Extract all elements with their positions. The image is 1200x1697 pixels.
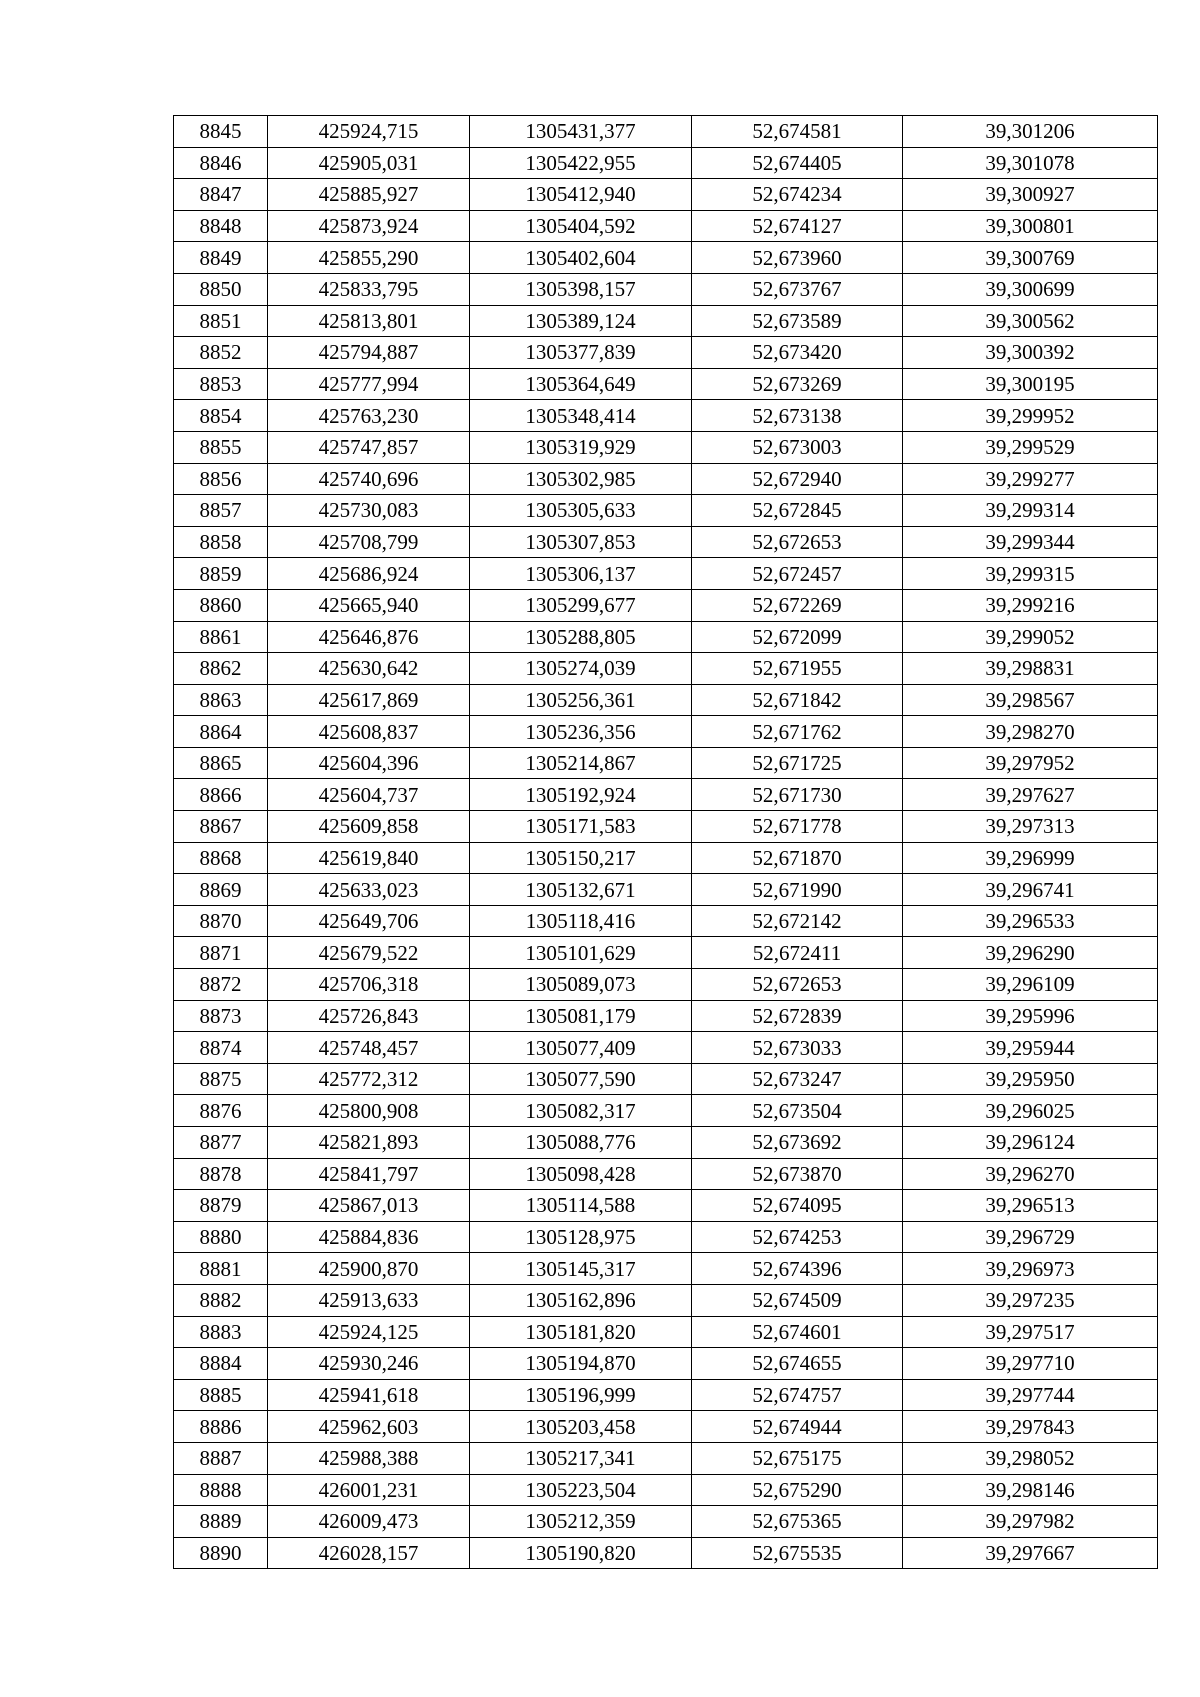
y-coordinate-cell: 1305306,137	[470, 558, 692, 590]
latitude-cell: 52,673960	[692, 242, 903, 274]
table-row	[174, 210, 1158, 242]
latitude-cell: 52,673269	[692, 368, 903, 400]
longitude-cell: 39,298831	[903, 653, 1158, 685]
y-coordinate-cell: 1305364,649	[470, 368, 692, 400]
point-number-cell: 8878	[174, 1158, 268, 1190]
point-number-cell: 8877	[174, 1127, 268, 1159]
point-number-cell: 8846	[174, 147, 268, 179]
y-coordinate-cell: 1305128,975	[470, 1221, 692, 1253]
latitude-cell: 52,671730	[692, 779, 903, 811]
latitude-cell: 52,674396	[692, 1253, 903, 1285]
x-coordinate-cell: 425772,312	[268, 1063, 470, 1095]
table-row	[174, 937, 1158, 969]
longitude-cell: 39,299216	[903, 589, 1158, 621]
point-number-cell: 8884	[174, 1348, 268, 1380]
point-number-cell: 8872	[174, 969, 268, 1001]
y-coordinate-cell: 1305236,356	[470, 716, 692, 748]
latitude-cell: 52,672940	[692, 463, 903, 495]
point-number-cell: 8857	[174, 495, 268, 527]
latitude-cell: 52,675290	[692, 1474, 903, 1506]
point-number-cell: 8855	[174, 431, 268, 463]
latitude-cell: 52,672845	[692, 495, 903, 527]
longitude-cell: 39,295944	[903, 1032, 1158, 1064]
y-coordinate-cell: 1305101,629	[470, 937, 692, 969]
y-coordinate-cell: 1305081,179	[470, 1000, 692, 1032]
latitude-cell: 52,671990	[692, 874, 903, 906]
table-row	[174, 1411, 1158, 1443]
x-coordinate-cell: 425665,940	[268, 589, 470, 621]
point-number-cell: 8859	[174, 558, 268, 590]
x-coordinate-cell: 425930,246	[268, 1348, 470, 1380]
table-row	[174, 431, 1158, 463]
latitude-cell: 52,672099	[692, 621, 903, 653]
table-row	[174, 1537, 1158, 1569]
longitude-cell: 39,297843	[903, 1411, 1158, 1443]
x-coordinate-cell: 425609,858	[268, 811, 470, 843]
longitude-cell: 39,296729	[903, 1221, 1158, 1253]
x-coordinate-cell: 425646,876	[268, 621, 470, 653]
longitude-cell: 39,296741	[903, 874, 1158, 906]
y-coordinate-cell: 1305203,458	[470, 1411, 692, 1443]
longitude-cell: 39,300699	[903, 273, 1158, 305]
table-row	[174, 1095, 1158, 1127]
latitude-cell: 52,671725	[692, 747, 903, 779]
latitude-cell: 52,674655	[692, 1348, 903, 1380]
table-row	[174, 147, 1158, 179]
point-number-cell: 8876	[174, 1095, 268, 1127]
x-coordinate-cell: 425800,908	[268, 1095, 470, 1127]
x-coordinate-cell: 425821,893	[268, 1127, 470, 1159]
latitude-cell: 52,674944	[692, 1411, 903, 1443]
table-row	[174, 653, 1158, 685]
y-coordinate-cell: 1305150,217	[470, 842, 692, 874]
table-row	[174, 116, 1158, 148]
point-number-cell: 8880	[174, 1221, 268, 1253]
point-number-cell: 8852	[174, 337, 268, 369]
x-coordinate-cell: 425924,125	[268, 1316, 470, 1348]
y-coordinate-cell: 1305319,929	[470, 431, 692, 463]
point-number-cell: 8856	[174, 463, 268, 495]
longitude-cell: 39,296270	[903, 1158, 1158, 1190]
y-coordinate-cell: 1305223,504	[470, 1474, 692, 1506]
point-number-cell: 8862	[174, 653, 268, 685]
longitude-cell: 39,300195	[903, 368, 1158, 400]
x-coordinate-cell: 426009,473	[268, 1506, 470, 1538]
x-coordinate-cell: 425867,013	[268, 1190, 470, 1222]
x-coordinate-cell: 425633,023	[268, 874, 470, 906]
table-row	[174, 179, 1158, 211]
latitude-cell: 52,674757	[692, 1379, 903, 1411]
y-coordinate-cell: 1305089,073	[470, 969, 692, 1001]
latitude-cell: 52,672653	[692, 526, 903, 558]
x-coordinate-cell: 425913,633	[268, 1284, 470, 1316]
point-number-cell: 8881	[174, 1253, 268, 1285]
point-number-cell: 8888	[174, 1474, 268, 1506]
table-row	[174, 1442, 1158, 1474]
x-coordinate-cell: 425630,642	[268, 653, 470, 685]
point-number-cell: 8869	[174, 874, 268, 906]
point-number-cell: 8865	[174, 747, 268, 779]
y-coordinate-cell: 1305162,896	[470, 1284, 692, 1316]
y-coordinate-cell: 1305307,853	[470, 526, 692, 558]
table-row	[174, 368, 1158, 400]
latitude-cell: 52,673870	[692, 1158, 903, 1190]
y-coordinate-cell: 1305398,157	[470, 273, 692, 305]
point-number-cell: 8886	[174, 1411, 268, 1443]
longitude-cell: 39,299277	[903, 463, 1158, 495]
x-coordinate-cell: 425726,843	[268, 1000, 470, 1032]
latitude-cell: 52,674601	[692, 1316, 903, 1348]
longitude-cell: 39,297952	[903, 747, 1158, 779]
point-number-cell: 8860	[174, 589, 268, 621]
y-coordinate-cell: 1305082,317	[470, 1095, 692, 1127]
point-number-cell: 8885	[174, 1379, 268, 1411]
latitude-cell: 52,674127	[692, 210, 903, 242]
x-coordinate-cell: 425608,837	[268, 716, 470, 748]
table-row	[174, 1379, 1158, 1411]
y-coordinate-cell: 1305404,592	[470, 210, 692, 242]
table-row	[174, 526, 1158, 558]
table-row	[174, 337, 1158, 369]
latitude-cell: 52,674581	[692, 116, 903, 148]
x-coordinate-cell: 425841,797	[268, 1158, 470, 1190]
y-coordinate-cell: 1305214,867	[470, 747, 692, 779]
longitude-cell: 39,299314	[903, 495, 1158, 527]
longitude-cell: 39,296025	[903, 1095, 1158, 1127]
y-coordinate-cell: 1305274,039	[470, 653, 692, 685]
point-number-cell: 8870	[174, 905, 268, 937]
table-row	[174, 305, 1158, 337]
longitude-cell: 39,297313	[903, 811, 1158, 843]
latitude-cell: 52,672839	[692, 1000, 903, 1032]
x-coordinate-cell: 425833,795	[268, 273, 470, 305]
y-coordinate-cell: 1305181,820	[470, 1316, 692, 1348]
point-number-cell: 8890	[174, 1537, 268, 1569]
longitude-cell: 39,299344	[903, 526, 1158, 558]
table-row	[174, 495, 1158, 527]
latitude-cell: 52,673003	[692, 431, 903, 463]
y-coordinate-cell: 1305412,940	[470, 179, 692, 211]
x-coordinate-cell: 425686,924	[268, 558, 470, 590]
point-number-cell: 8866	[174, 779, 268, 811]
point-number-cell: 8858	[174, 526, 268, 558]
latitude-cell: 52,673033	[692, 1032, 903, 1064]
table-row	[174, 400, 1158, 432]
table-row	[174, 905, 1158, 937]
point-number-cell: 8874	[174, 1032, 268, 1064]
latitude-cell: 52,674509	[692, 1284, 903, 1316]
point-number-cell: 8868	[174, 842, 268, 874]
longitude-cell: 39,297982	[903, 1506, 1158, 1538]
x-coordinate-cell: 425649,706	[268, 905, 470, 937]
latitude-cell: 52,673504	[692, 1095, 903, 1127]
latitude-cell: 52,674405	[692, 147, 903, 179]
latitude-cell: 52,671870	[692, 842, 903, 874]
longitude-cell: 39,296109	[903, 969, 1158, 1001]
table-row	[174, 1000, 1158, 1032]
x-coordinate-cell: 425900,870	[268, 1253, 470, 1285]
point-number-cell: 8871	[174, 937, 268, 969]
longitude-cell: 39,296513	[903, 1190, 1158, 1222]
point-number-cell: 8850	[174, 273, 268, 305]
x-coordinate-cell: 425794,887	[268, 337, 470, 369]
table-row	[174, 716, 1158, 748]
point-number-cell: 8879	[174, 1190, 268, 1222]
table-row	[174, 558, 1158, 590]
table-row	[174, 1348, 1158, 1380]
y-coordinate-cell: 1305192,924	[470, 779, 692, 811]
point-number-cell: 8848	[174, 210, 268, 242]
table-row	[174, 779, 1158, 811]
longitude-cell: 39,300927	[903, 179, 1158, 211]
y-coordinate-cell: 1305196,999	[470, 1379, 692, 1411]
y-coordinate-cell: 1305377,839	[470, 337, 692, 369]
table-row	[174, 969, 1158, 1001]
x-coordinate-cell: 425679,522	[268, 937, 470, 969]
longitude-cell: 39,297744	[903, 1379, 1158, 1411]
y-coordinate-cell: 1305402,604	[470, 242, 692, 274]
longitude-cell: 39,300769	[903, 242, 1158, 274]
latitude-cell: 52,671762	[692, 716, 903, 748]
table-row	[174, 811, 1158, 843]
point-number-cell: 8882	[174, 1284, 268, 1316]
point-number-cell: 8883	[174, 1316, 268, 1348]
table-row	[174, 1127, 1158, 1159]
table-row	[174, 1506, 1158, 1538]
x-coordinate-cell: 425706,318	[268, 969, 470, 1001]
latitude-cell: 52,673420	[692, 337, 903, 369]
point-number-cell: 8849	[174, 242, 268, 274]
longitude-cell: 39,296973	[903, 1253, 1158, 1285]
y-coordinate-cell: 1305288,805	[470, 621, 692, 653]
longitude-cell: 39,297627	[903, 779, 1158, 811]
x-coordinate-cell: 425747,857	[268, 431, 470, 463]
longitude-cell: 39,299952	[903, 400, 1158, 432]
x-coordinate-cell: 425941,618	[268, 1379, 470, 1411]
latitude-cell: 52,672411	[692, 937, 903, 969]
point-number-cell: 8864	[174, 716, 268, 748]
longitude-cell: 39,301078	[903, 147, 1158, 179]
longitude-cell: 39,296999	[903, 842, 1158, 874]
latitude-cell: 52,672457	[692, 558, 903, 590]
latitude-cell: 52,672142	[692, 905, 903, 937]
y-coordinate-cell: 1305302,985	[470, 463, 692, 495]
longitude-cell: 39,300801	[903, 210, 1158, 242]
point-number-cell: 8863	[174, 684, 268, 716]
longitude-cell: 39,298270	[903, 716, 1158, 748]
longitude-cell: 39,297710	[903, 1348, 1158, 1380]
y-coordinate-cell: 1305422,955	[470, 147, 692, 179]
y-coordinate-cell: 1305194,870	[470, 1348, 692, 1380]
x-coordinate-cell: 425748,457	[268, 1032, 470, 1064]
y-coordinate-cell: 1305389,124	[470, 305, 692, 337]
y-coordinate-cell: 1305118,416	[470, 905, 692, 937]
x-coordinate-cell: 425619,840	[268, 842, 470, 874]
longitude-cell: 39,295950	[903, 1063, 1158, 1095]
table-row	[174, 1158, 1158, 1190]
y-coordinate-cell: 1305256,361	[470, 684, 692, 716]
x-coordinate-cell: 426001,231	[268, 1474, 470, 1506]
y-coordinate-cell: 1305217,341	[470, 1442, 692, 1474]
coordinates-table-body	[174, 116, 1158, 1569]
table-row	[174, 1284, 1158, 1316]
x-coordinate-cell: 425905,031	[268, 147, 470, 179]
y-coordinate-cell: 1305348,414	[470, 400, 692, 432]
y-coordinate-cell: 1305077,590	[470, 1063, 692, 1095]
longitude-cell: 39,298567	[903, 684, 1158, 716]
latitude-cell: 52,674253	[692, 1221, 903, 1253]
latitude-cell: 52,671778	[692, 811, 903, 843]
longitude-cell: 39,296124	[903, 1127, 1158, 1159]
latitude-cell: 52,673767	[692, 273, 903, 305]
x-coordinate-cell: 425604,396	[268, 747, 470, 779]
x-coordinate-cell: 425885,927	[268, 179, 470, 211]
latitude-cell: 52,671842	[692, 684, 903, 716]
y-coordinate-cell: 1305190,820	[470, 1537, 692, 1569]
point-number-cell: 8889	[174, 1506, 268, 1538]
latitude-cell: 52,674234	[692, 179, 903, 211]
table-row	[174, 1032, 1158, 1064]
longitude-cell: 39,299052	[903, 621, 1158, 653]
y-coordinate-cell: 1305077,409	[470, 1032, 692, 1064]
point-number-cell: 8873	[174, 1000, 268, 1032]
latitude-cell: 52,671955	[692, 653, 903, 685]
table-row	[174, 621, 1158, 653]
table-row	[174, 1190, 1158, 1222]
table-row	[174, 242, 1158, 274]
latitude-cell: 52,674095	[692, 1190, 903, 1222]
longitude-cell: 39,297517	[903, 1316, 1158, 1348]
longitude-cell: 39,298146	[903, 1474, 1158, 1506]
point-number-cell: 8875	[174, 1063, 268, 1095]
y-coordinate-cell: 1305098,428	[470, 1158, 692, 1190]
longitude-cell: 39,297235	[903, 1284, 1158, 1316]
longitude-cell: 39,296290	[903, 937, 1158, 969]
point-number-cell: 8851	[174, 305, 268, 337]
table-row	[174, 1221, 1158, 1253]
latitude-cell: 52,675175	[692, 1442, 903, 1474]
x-coordinate-cell: 425962,603	[268, 1411, 470, 1443]
x-coordinate-cell: 425884,836	[268, 1221, 470, 1253]
table-row	[174, 273, 1158, 305]
longitude-cell: 39,299529	[903, 431, 1158, 463]
y-coordinate-cell: 1305212,359	[470, 1506, 692, 1538]
table-row	[174, 1063, 1158, 1095]
latitude-cell: 52,673138	[692, 400, 903, 432]
longitude-cell: 39,301206	[903, 116, 1158, 148]
y-coordinate-cell: 1305114,588	[470, 1190, 692, 1222]
longitude-cell: 39,298052	[903, 1442, 1158, 1474]
point-number-cell: 8845	[174, 116, 268, 148]
table-row	[174, 589, 1158, 621]
y-coordinate-cell: 1305145,317	[470, 1253, 692, 1285]
latitude-cell: 52,675535	[692, 1537, 903, 1569]
longitude-cell: 39,300562	[903, 305, 1158, 337]
y-coordinate-cell: 1305171,583	[470, 811, 692, 843]
x-coordinate-cell: 425873,924	[268, 210, 470, 242]
table-row	[174, 1253, 1158, 1285]
x-coordinate-cell: 425740,696	[268, 463, 470, 495]
longitude-cell: 39,297667	[903, 1537, 1158, 1569]
longitude-cell: 39,299315	[903, 558, 1158, 590]
x-coordinate-cell: 425924,715	[268, 116, 470, 148]
table-row	[174, 463, 1158, 495]
y-coordinate-cell: 1305305,633	[470, 495, 692, 527]
x-coordinate-cell: 425604,737	[268, 779, 470, 811]
latitude-cell: 52,675365	[692, 1506, 903, 1538]
longitude-cell: 39,295996	[903, 1000, 1158, 1032]
table-row	[174, 874, 1158, 906]
table-row	[174, 747, 1158, 779]
longitude-cell: 39,296533	[903, 905, 1158, 937]
table-row	[174, 684, 1158, 716]
point-number-cell: 8887	[174, 1442, 268, 1474]
point-number-cell: 8867	[174, 811, 268, 843]
point-number-cell: 8847	[174, 179, 268, 211]
latitude-cell: 52,672653	[692, 969, 903, 1001]
table-row	[174, 842, 1158, 874]
y-coordinate-cell: 1305088,776	[470, 1127, 692, 1159]
x-coordinate-cell: 425763,230	[268, 400, 470, 432]
x-coordinate-cell: 425777,994	[268, 368, 470, 400]
y-coordinate-cell: 1305132,671	[470, 874, 692, 906]
x-coordinate-cell: 425988,388	[268, 1442, 470, 1474]
y-coordinate-cell: 1305299,677	[470, 589, 692, 621]
latitude-cell: 52,673589	[692, 305, 903, 337]
y-coordinate-cell: 1305431,377	[470, 116, 692, 148]
table-row	[174, 1316, 1158, 1348]
coordinates-table	[173, 115, 1158, 1569]
point-number-cell: 8861	[174, 621, 268, 653]
x-coordinate-cell: 425813,801	[268, 305, 470, 337]
x-coordinate-cell: 425708,799	[268, 526, 470, 558]
latitude-cell: 52,673247	[692, 1063, 903, 1095]
point-number-cell: 8853	[174, 368, 268, 400]
longitude-cell: 39,300392	[903, 337, 1158, 369]
x-coordinate-cell: 425855,290	[268, 242, 470, 274]
x-coordinate-cell: 425730,083	[268, 495, 470, 527]
table-row	[174, 1474, 1158, 1506]
latitude-cell: 52,673692	[692, 1127, 903, 1159]
latitude-cell: 52,672269	[692, 589, 903, 621]
point-number-cell: 8854	[174, 400, 268, 432]
x-coordinate-cell: 426028,157	[268, 1537, 470, 1569]
x-coordinate-cell: 425617,869	[268, 684, 470, 716]
